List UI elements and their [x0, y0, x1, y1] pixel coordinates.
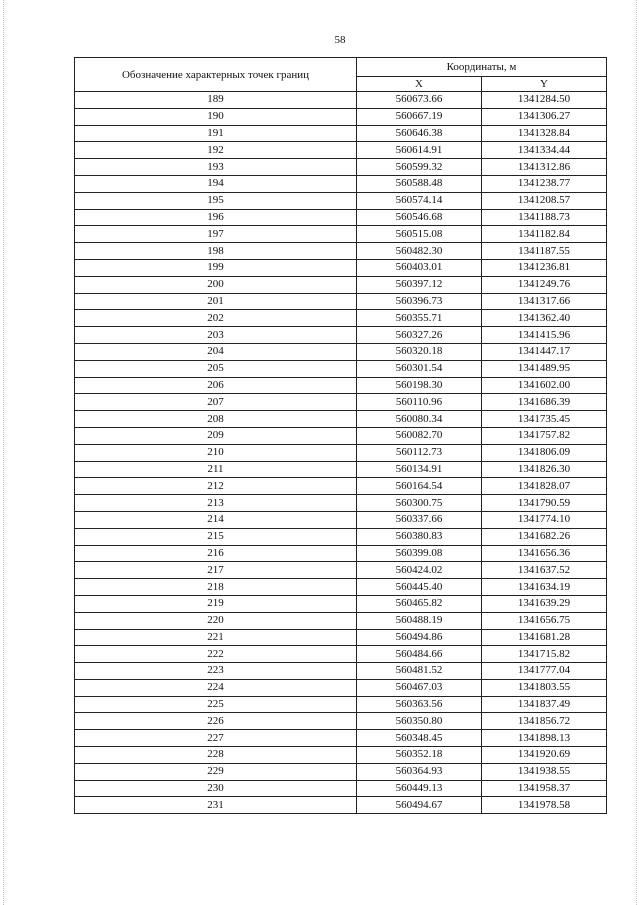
x-coordinate-cell: 560667.19: [357, 108, 482, 125]
table-row: [75, 92, 607, 109]
y-coordinate-cell: 1341634.19: [482, 579, 607, 596]
point-id-cell: 227: [75, 730, 357, 747]
table-row: [75, 511, 607, 528]
y-coordinate-cell: 1341898.13: [482, 730, 607, 747]
table-row: [75, 730, 607, 747]
y-coordinate-cell: 1341735.45: [482, 411, 607, 428]
y-coordinate-cell: 1341362.40: [482, 310, 607, 327]
y-coordinate-cell: 1341806.09: [482, 444, 607, 461]
point-id-cell: 199: [75, 259, 357, 276]
point-id-cell: 190: [75, 108, 357, 125]
point-id-cell: 216: [75, 545, 357, 562]
point-id-cell: 223: [75, 663, 357, 680]
y-coordinate-cell: 1341681.28: [482, 629, 607, 646]
point-id-cell: 219: [75, 595, 357, 612]
x-coordinate-cell: 560320.18: [357, 343, 482, 360]
point-id-cell: 224: [75, 679, 357, 696]
point-id-cell: 228: [75, 747, 357, 764]
y-coordinate-cell: 1341777.04: [482, 663, 607, 680]
x-coordinate-cell: 560301.54: [357, 360, 482, 377]
y-coordinate-cell: 1341187.55: [482, 243, 607, 260]
point-id-cell: 221: [75, 629, 357, 646]
table-row: [75, 411, 607, 428]
table-row: [75, 175, 607, 192]
point-id-cell: 231: [75, 797, 357, 814]
y-coordinate-cell: 1341920.69: [482, 747, 607, 764]
y-coordinate-cell: 1341774.10: [482, 511, 607, 528]
table-row: [75, 192, 607, 209]
point-id-cell: 198: [75, 243, 357, 260]
point-id-cell: 215: [75, 528, 357, 545]
y-coordinate-cell: 1341826.30: [482, 461, 607, 478]
point-id-cell: 205: [75, 360, 357, 377]
table-row: [75, 243, 607, 260]
table-row: [75, 276, 607, 293]
x-coordinate-cell: 560164.54: [357, 478, 482, 495]
table-row: [75, 763, 607, 780]
x-coordinate-cell: 560399.08: [357, 545, 482, 562]
table-row: [75, 293, 607, 310]
table-row: [75, 646, 607, 663]
table-row: [75, 747, 607, 764]
header-coordinates: Координаты, м: [357, 58, 607, 77]
x-coordinate-cell: 560110.96: [357, 394, 482, 411]
x-coordinate-cell: 560082.70: [357, 427, 482, 444]
header-points: Обозначение характерных точек границ: [75, 58, 357, 92]
x-coordinate-cell: 560494.86: [357, 629, 482, 646]
y-coordinate-cell: 1341312.86: [482, 159, 607, 176]
point-id-cell: 214: [75, 511, 357, 528]
x-coordinate-cell: 560397.12: [357, 276, 482, 293]
x-coordinate-cell: 560515.08: [357, 226, 482, 243]
x-coordinate-cell: 560481.52: [357, 663, 482, 680]
header-x: X: [357, 77, 482, 92]
y-coordinate-cell: 1341328.84: [482, 125, 607, 142]
table-row: [75, 427, 607, 444]
x-coordinate-cell: 560363.56: [357, 696, 482, 713]
point-id-cell: 222: [75, 646, 357, 663]
table-row: [75, 713, 607, 730]
table-row: [75, 360, 607, 377]
point-id-cell: 213: [75, 495, 357, 512]
x-coordinate-cell: 560646.38: [357, 125, 482, 142]
x-coordinate-cell: 560488.19: [357, 612, 482, 629]
x-coordinate-cell: 560198.30: [357, 377, 482, 394]
table-row: [75, 696, 607, 713]
x-coordinate-cell: 560546.68: [357, 209, 482, 226]
x-coordinate-cell: 560352.18: [357, 747, 482, 764]
y-coordinate-cell: 1341682.26: [482, 528, 607, 545]
x-coordinate-cell: 560364.93: [357, 763, 482, 780]
point-id-cell: 203: [75, 327, 357, 344]
x-coordinate-cell: 560380.83: [357, 528, 482, 545]
table-row: [75, 663, 607, 680]
x-coordinate-cell: 560614.91: [357, 142, 482, 159]
x-coordinate-cell: 560599.32: [357, 159, 482, 176]
point-id-cell: 211: [75, 461, 357, 478]
table-row: [75, 226, 607, 243]
y-coordinate-cell: 1341978.58: [482, 797, 607, 814]
y-coordinate-cell: 1341188.73: [482, 209, 607, 226]
y-coordinate-cell: 1341236.81: [482, 259, 607, 276]
point-id-cell: 192: [75, 142, 357, 159]
table-row: [75, 142, 607, 159]
x-coordinate-cell: 560327.26: [357, 327, 482, 344]
x-coordinate-cell: 560449.13: [357, 780, 482, 797]
point-id-cell: 218: [75, 579, 357, 596]
y-coordinate-cell: 1341238.77: [482, 175, 607, 192]
x-coordinate-cell: 560574.14: [357, 192, 482, 209]
y-coordinate-cell: 1341639.29: [482, 595, 607, 612]
x-coordinate-cell: 560350.80: [357, 713, 482, 730]
table-row: [75, 629, 607, 646]
table-row: [75, 125, 607, 142]
coordinates-table: [74, 57, 607, 814]
table-row: [75, 461, 607, 478]
table-row: [75, 545, 607, 562]
x-coordinate-cell: 560445.40: [357, 579, 482, 596]
point-id-cell: 204: [75, 343, 357, 360]
x-coordinate-cell: 560396.73: [357, 293, 482, 310]
point-id-cell: 195: [75, 192, 357, 209]
y-coordinate-cell: 1341938.55: [482, 763, 607, 780]
y-coordinate-cell: 1341489.95: [482, 360, 607, 377]
y-coordinate-cell: 1341637.52: [482, 562, 607, 579]
point-id-cell: 209: [75, 427, 357, 444]
point-id-cell: 230: [75, 780, 357, 797]
table-body: [75, 92, 607, 814]
x-coordinate-cell: 560494.67: [357, 797, 482, 814]
table-row: [75, 595, 607, 612]
table-row: [75, 159, 607, 176]
table-row: [75, 310, 607, 327]
point-id-cell: 191: [75, 125, 357, 142]
table-header-row: [75, 58, 607, 77]
y-coordinate-cell: 1341306.27: [482, 108, 607, 125]
table-row: [75, 528, 607, 545]
table-row: [75, 343, 607, 360]
x-coordinate-cell: 560465.82: [357, 595, 482, 612]
table-row: [75, 327, 607, 344]
x-coordinate-cell: 560484.66: [357, 646, 482, 663]
table-row: [75, 612, 607, 629]
y-coordinate-cell: 1341790.59: [482, 495, 607, 512]
x-coordinate-cell: 560080.34: [357, 411, 482, 428]
point-id-cell: 189: [75, 92, 357, 109]
point-id-cell: 225: [75, 696, 357, 713]
point-id-cell: 201: [75, 293, 357, 310]
point-id-cell: 194: [75, 175, 357, 192]
point-id-cell: 217: [75, 562, 357, 579]
y-coordinate-cell: 1341837.49: [482, 696, 607, 713]
x-coordinate-cell: 560403.01: [357, 259, 482, 276]
x-coordinate-cell: 560112.73: [357, 444, 482, 461]
scan-edge-left: [3, 0, 4, 905]
x-coordinate-cell: 560467.03: [357, 679, 482, 696]
y-coordinate-cell: 1341284.50: [482, 92, 607, 109]
point-id-cell: 197: [75, 226, 357, 243]
y-coordinate-cell: 1341828.07: [482, 478, 607, 495]
table-row: [75, 259, 607, 276]
y-coordinate-cell: 1341249.76: [482, 276, 607, 293]
point-id-cell: 206: [75, 377, 357, 394]
y-coordinate-cell: 1341182.84: [482, 226, 607, 243]
table-row: [75, 394, 607, 411]
x-coordinate-cell: 560355.71: [357, 310, 482, 327]
point-id-cell: 229: [75, 763, 357, 780]
y-coordinate-cell: 1341803.55: [482, 679, 607, 696]
table-row: [75, 797, 607, 814]
y-coordinate-cell: 1341656.75: [482, 612, 607, 629]
table-row: [75, 209, 607, 226]
x-coordinate-cell: 560424.02: [357, 562, 482, 579]
table-row: [75, 579, 607, 596]
x-coordinate-cell: 560134.91: [357, 461, 482, 478]
point-id-cell: 202: [75, 310, 357, 327]
table-row: [75, 108, 607, 125]
table-row: [75, 377, 607, 394]
y-coordinate-cell: 1341415.96: [482, 327, 607, 344]
y-coordinate-cell: 1341602.00: [482, 377, 607, 394]
x-coordinate-cell: 560673.66: [357, 92, 482, 109]
x-coordinate-cell: 560300.75: [357, 495, 482, 512]
y-coordinate-cell: 1341686.39: [482, 394, 607, 411]
table-row: [75, 444, 607, 461]
point-id-cell: 226: [75, 713, 357, 730]
x-coordinate-cell: 560348.45: [357, 730, 482, 747]
scan-edge-right: [636, 0, 637, 905]
point-id-cell: 207: [75, 394, 357, 411]
point-id-cell: 212: [75, 478, 357, 495]
table-row: [75, 478, 607, 495]
x-coordinate-cell: 560588.48: [357, 175, 482, 192]
y-coordinate-cell: 1341757.82: [482, 427, 607, 444]
y-coordinate-cell: 1341447.17: [482, 343, 607, 360]
y-coordinate-cell: 1341856.72: [482, 713, 607, 730]
y-coordinate-cell: 1341208.57: [482, 192, 607, 209]
x-coordinate-cell: 560337.66: [357, 511, 482, 528]
point-id-cell: 208: [75, 411, 357, 428]
page-number: 58: [334, 34, 346, 46]
y-coordinate-cell: 1341317.66: [482, 293, 607, 310]
point-id-cell: 220: [75, 612, 357, 629]
y-coordinate-cell: 1341656.36: [482, 545, 607, 562]
y-coordinate-cell: 1341334.44: [482, 142, 607, 159]
point-id-cell: 200: [75, 276, 357, 293]
table-row: [75, 562, 607, 579]
table-row: [75, 495, 607, 512]
table-row: [75, 679, 607, 696]
point-id-cell: 193: [75, 159, 357, 176]
table-row: [75, 780, 607, 797]
point-id-cell: 210: [75, 444, 357, 461]
point-id-cell: 196: [75, 209, 357, 226]
x-coordinate-cell: 560482.30: [357, 243, 482, 260]
header-y: Y: [482, 77, 607, 92]
y-coordinate-cell: 1341715.82: [482, 646, 607, 663]
y-coordinate-cell: 1341958.37: [482, 780, 607, 797]
